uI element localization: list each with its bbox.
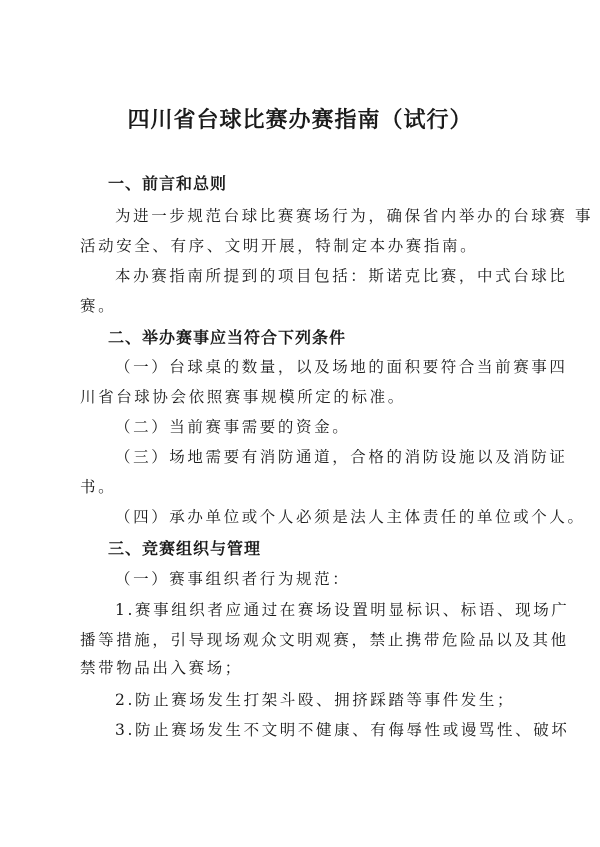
paragraph-line: 播等措施，引导现场观众文明观赛，禁止携带危险品以及其他	[80, 631, 569, 649]
paragraph-line: 川省台球协会依照赛事规模所定的标准。	[80, 388, 406, 406]
paragraph-line: 活动安全、有序、文明开展，特制定本办赛指南。	[80, 237, 479, 255]
paragraph-line: 赛。	[80, 297, 117, 315]
section-heading-conditions: 二、举办赛事应当符合下列条件	[108, 328, 347, 347]
paragraph-line: 2.防止赛场发生打架斗殴、拥挤踩踏等事件发生；	[115, 691, 516, 709]
paragraph-line: （三）场地需要有消防通道，合格的消防设施以及消防证	[115, 448, 568, 466]
paragraph-line: 禁带物品出入赛场；	[80, 659, 243, 677]
paragraph-line: 3.防止赛场发生不文明不健康、有侮辱性或谩骂性、破坏	[115, 721, 570, 739]
paragraph-line: （四）承办单位或个人必须是法人主体责任的单位或个人。	[115, 508, 586, 526]
paragraph-line: （二）当前赛事需要的资金。	[115, 418, 351, 436]
paragraph-line: 1.赛事组织者应通过在赛场设置明显标识、标语、现场广	[115, 601, 570, 619]
section-heading-preface: 一、前言和总则	[108, 174, 228, 193]
paragraph-line: 本办赛指南所提到的项目包括：斯诺克比赛，中式台球比	[115, 267, 568, 285]
paragraph-line: （一）台球桌的数量，以及场地的面积要符合当前赛事四	[115, 358, 568, 376]
paragraph-line: （一）赛事组织者行为规范：	[115, 570, 351, 588]
document-title: 四川省台球比赛办赛指南（试行）	[127, 108, 473, 133]
paragraph-line: 为进一步规范台球比赛赛场行为，确保省内举办的台球赛 事	[115, 207, 594, 225]
paragraph-line: 书。	[80, 478, 117, 496]
section-heading-organization: 三、竞赛组织与管理	[108, 539, 262, 558]
